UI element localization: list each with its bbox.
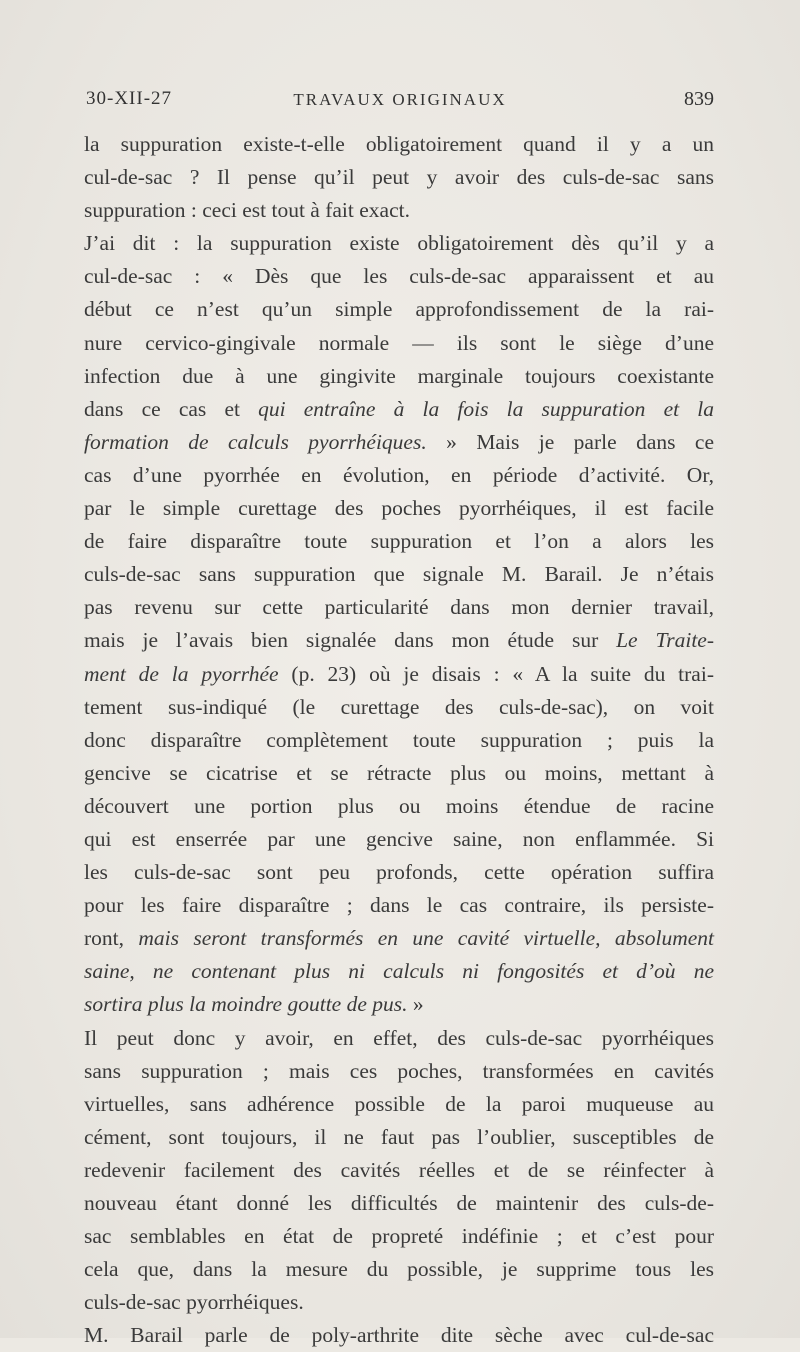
text-segment: suppuration : ceci est tout à fait exact. — [84, 198, 410, 223]
text-segment: donc disparaître complètement toute suppuration ; puis la — [84, 727, 714, 752]
text-line — [84, 1055, 714, 1088]
text-line — [84, 426, 714, 459]
text-line — [84, 128, 714, 161]
text-segment: redevenir facilement des cavités réelles et de se réinfecter à — [84, 1157, 714, 1182]
text-segment: (p. 23) où je disais : « A la suite du trai- — [278, 661, 714, 686]
text-segment: » — [407, 992, 424, 1017]
text-line — [84, 558, 714, 591]
text-line — [84, 691, 714, 724]
text-line — [84, 591, 714, 624]
text-segment: les culs-de-sac sont peu profonds, cette opération suffira — [84, 860, 714, 885]
text-segment: sans suppuration ; mais ces poches, transformées en cavités — [84, 1058, 714, 1083]
text-segment: la suppuration existe-t-elle obligatoirement quand il y a un — [84, 132, 714, 156]
text-segment: début ce n’est qu’un simple approfondissement de la rai- — [84, 297, 714, 322]
text-line — [84, 955, 714, 988]
text-segment: pas revenu sur cette particularité dans mon dernier travail, — [84, 595, 714, 620]
text-segment: culs-de-sac sans suppuration que signale M. Barail. Je n’étais — [84, 562, 714, 587]
italic-text: sortira plus la moindre goutte de pus. — [84, 992, 408, 1017]
header-section-title: TRAVAUX ORIGINAUX — [293, 90, 507, 109]
text-segment: sac semblables en état de propreté indéfinie ; et c’est pour — [84, 1224, 714, 1249]
text-line — [84, 624, 714, 657]
text-segment: qui est enserrée par une gencive saine, non enflammée. Si — [84, 826, 714, 851]
text-line — [84, 1154, 714, 1187]
text-line — [84, 393, 714, 426]
text-line — [84, 525, 714, 558]
italic-text: qui entraîne à la fois la suppuration et la — [258, 396, 714, 421]
text-segment: gencive se cicatrise et se rétracte plus ou moins, mettant à — [84, 760, 714, 785]
text-line — [84, 227, 714, 260]
text-segment: Il peut donc y avoir, en effet, des culs-de-sac pyorrhéiques — [84, 1025, 714, 1050]
italic-text: Le Traite- — [616, 628, 714, 653]
header-date: 30-XII-27 — [86, 88, 173, 109]
text-segment: cément, sont toujours, il ne faut pas l’oublier, susceptibles de — [84, 1124, 714, 1149]
text-segment: ront, — [84, 926, 139, 951]
text-segment: J’ai dit : la suppuration existe obligatoirement dès qu’il y a — [84, 231, 714, 256]
text-line — [84, 823, 714, 856]
text-line — [84, 889, 714, 922]
page-number: 839 — [684, 88, 714, 110]
text-segment: cela que, dans la mesure du possible, je supprime tous les — [84, 1257, 714, 1282]
text-segment: cul-de-sac ? Il pense qu’il peut y avoir des culs-de-sac sans — [84, 165, 714, 190]
text-line — [84, 260, 714, 293]
text-line — [84, 1319, 714, 1352]
italic-text: mais seront transformés en une cavité virtuelle, absolument — [138, 926, 714, 951]
text-segment: par le simple curettage des poches pyorrhéiques, il est facile — [84, 496, 714, 521]
italic-text: ment de la pyorrhée — [84, 661, 279, 686]
text-segment: cas d’une pyorrhée en évolution, en période d’activité. Or, — [84, 462, 714, 487]
text-line — [84, 790, 714, 823]
text-segment: mais je l’avais bien signalée dans mon étude sur — [84, 628, 617, 653]
text-line — [84, 360, 714, 393]
text-line — [84, 459, 714, 492]
text-segment: M. Barail parle de poly-arthrite dite sèche avec cul-de-sac — [84, 1323, 714, 1348]
text-segment: virtuelles, sans adhérence possible de la paroi muqueuse au — [84, 1091, 714, 1116]
text-line — [84, 1253, 714, 1286]
text-segment: culs-de-sac pyorrhéiques. — [84, 1290, 304, 1315]
text-line — [84, 1121, 714, 1154]
text-segment: infection due à une gingivite marginale toujours coexistante — [84, 363, 714, 388]
text-line — [84, 658, 714, 691]
text-line — [84, 327, 714, 360]
text-line — [84, 1220, 714, 1253]
text-line — [84, 1187, 714, 1220]
text-line — [84, 724, 714, 757]
text-line — [84, 757, 714, 790]
text-segment: cul-de-sac : « Dès que les culs-de-sac apparaissent et au — [84, 264, 714, 289]
text-line — [84, 856, 714, 889]
text-segment: pour les faire disparaître ; dans le cas contraire, ils persiste- — [84, 893, 714, 918]
text-line — [84, 922, 714, 955]
italic-text: saine, ne contenant plus ni calculs ni fongosités et d’où ne — [84, 959, 714, 984]
text-segment: découvert une portion plus ou moins étendue de racine — [84, 793, 714, 818]
body-text — [84, 128, 714, 1352]
text-segment: dans ce cas et — [84, 396, 259, 421]
text-segment: tement sus-indiqué (le curettage des culs-de-sac), on voit — [84, 694, 714, 719]
text-line — [84, 194, 714, 227]
text-segment: nouveau étant donné les difficultés de maintenir des culs-de- — [84, 1191, 714, 1215]
text-line — [84, 161, 714, 194]
text-segment: » Mais je parle dans ce — [426, 429, 714, 454]
running-header — [86, 88, 714, 118]
text-line — [84, 1088, 714, 1121]
text-line — [84, 1022, 714, 1055]
text-line — [84, 492, 714, 525]
text-line — [84, 293, 714, 326]
text-line — [84, 1286, 714, 1319]
text-segment: nure cervico-gingivale normale — ils sont le siège d’une — [84, 330, 714, 355]
italic-text: formation de calculs pyorrhéiques. — [84, 429, 427, 454]
text-line — [84, 988, 714, 1021]
text-segment: de faire disparaître toute suppuration et l’on a alors les — [84, 529, 714, 554]
